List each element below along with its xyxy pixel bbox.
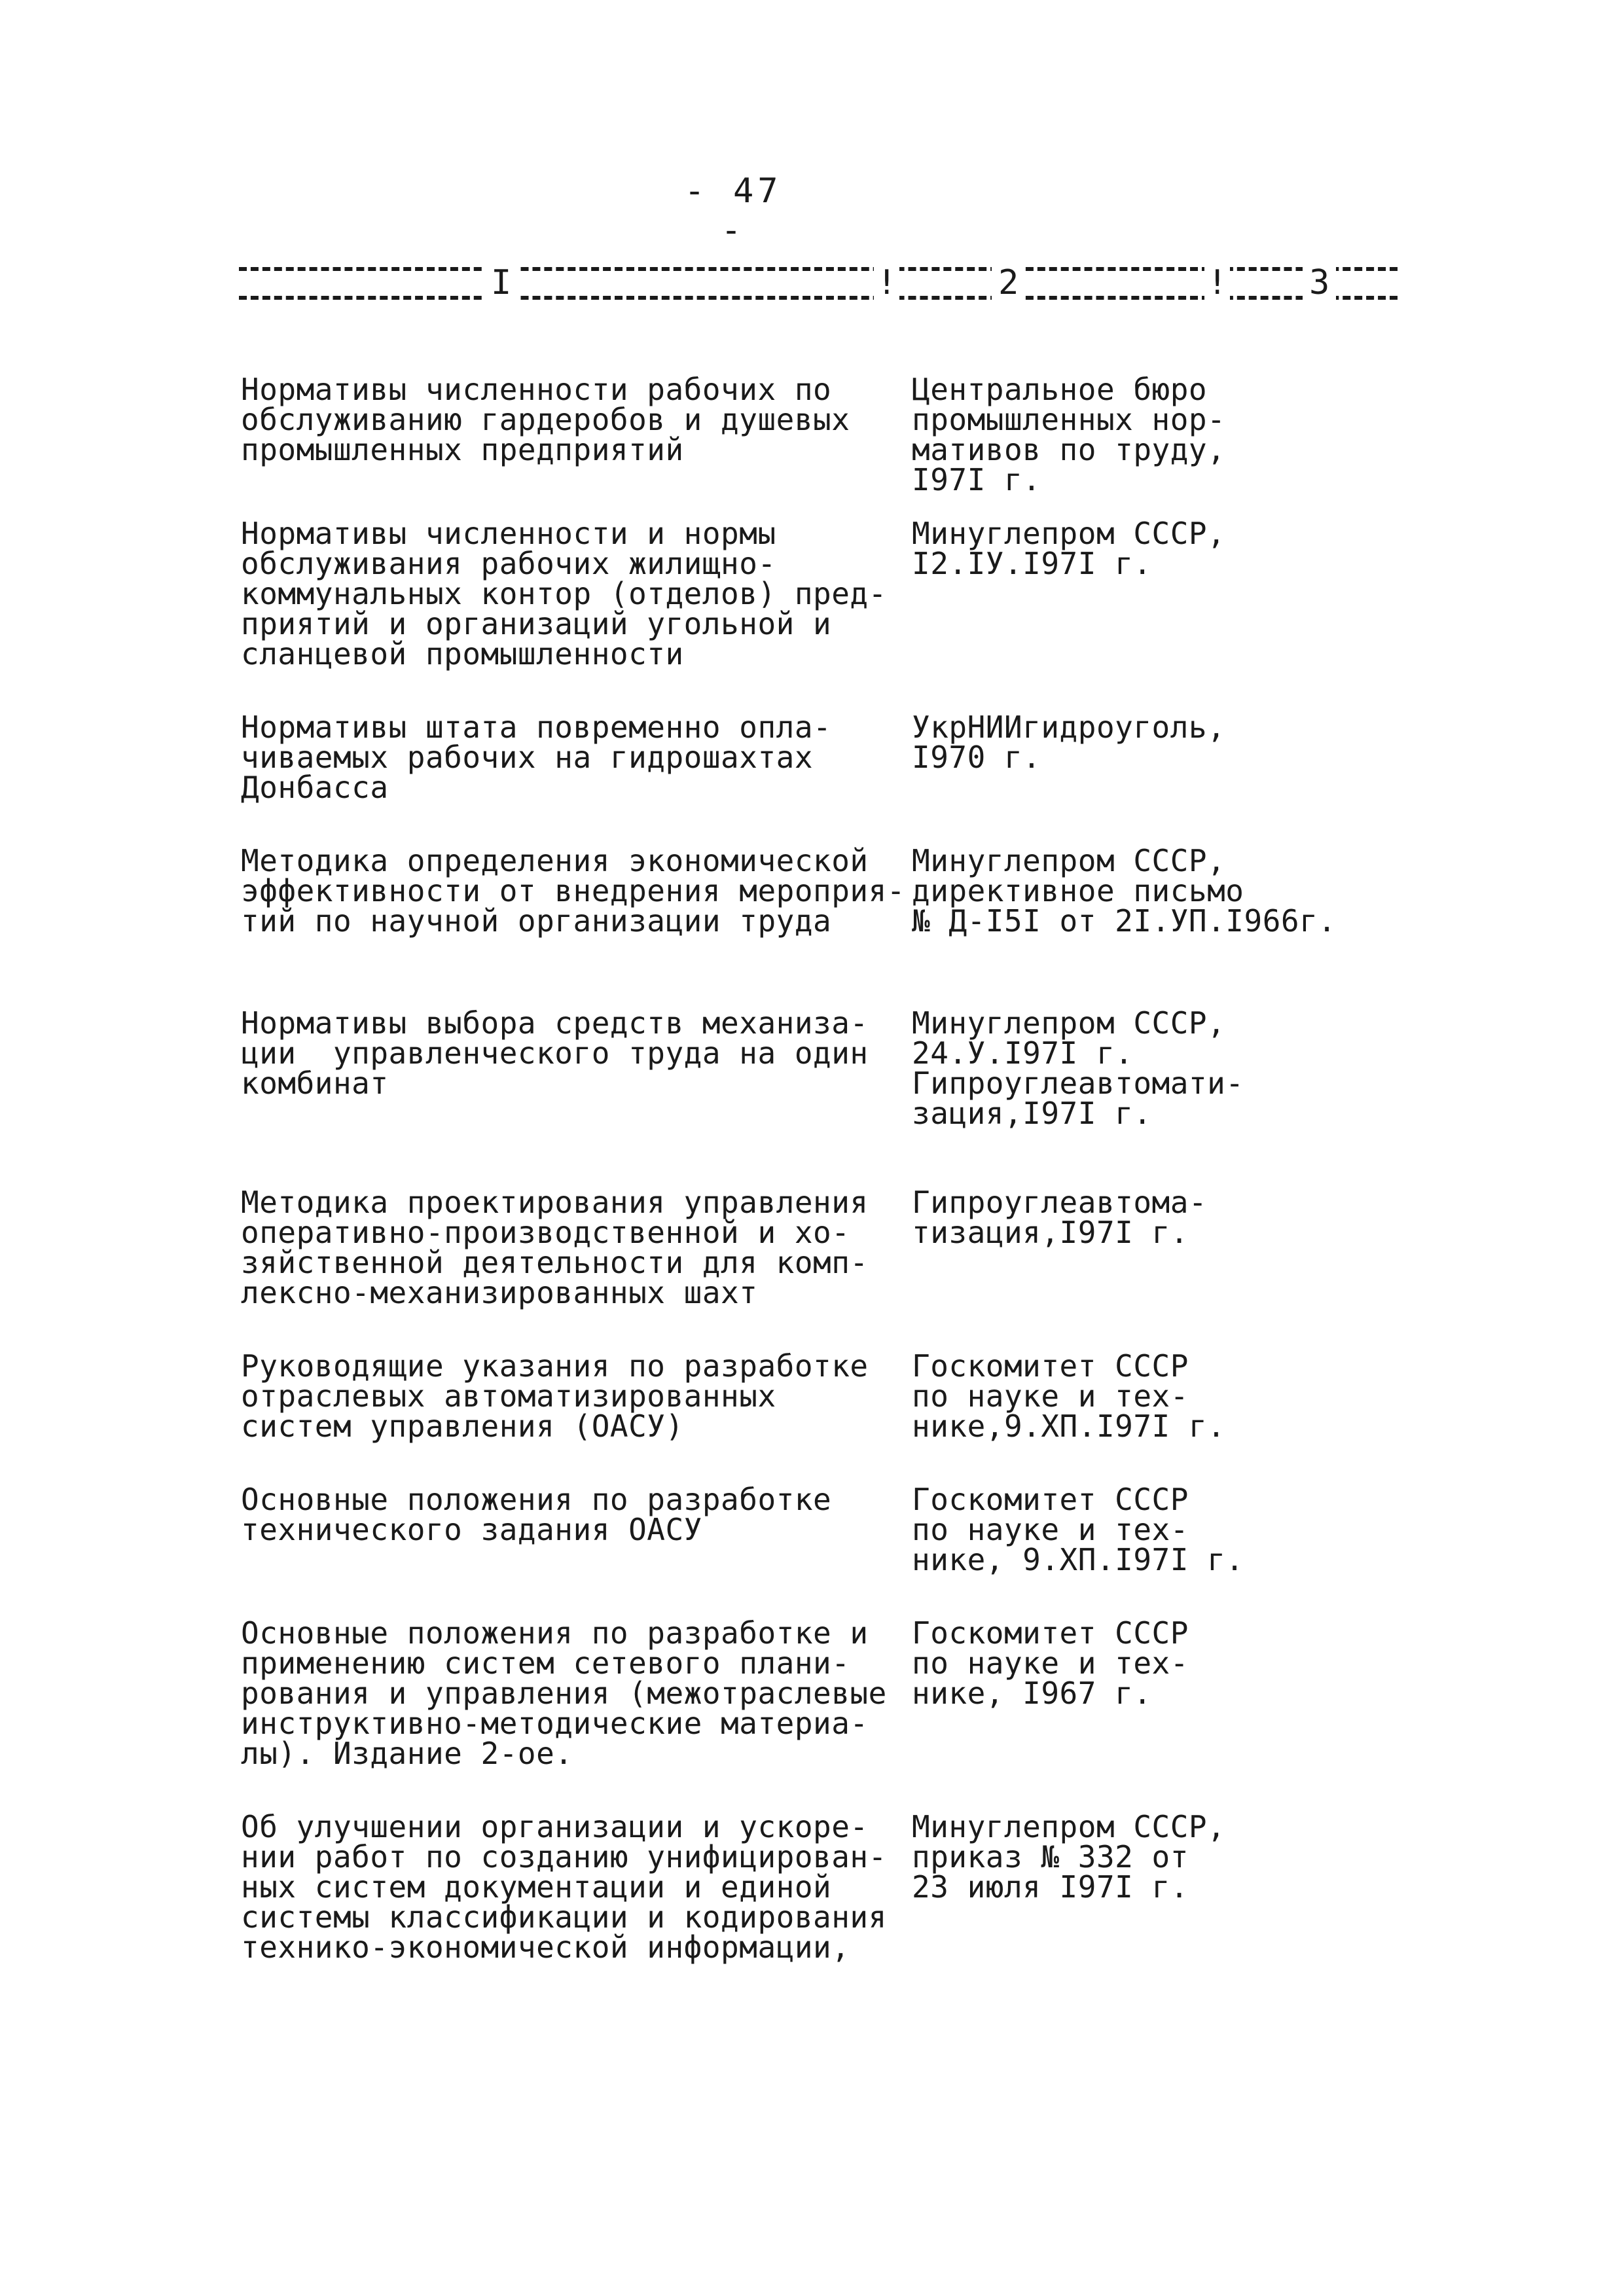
entry-row [241,1187,1393,1308]
entry-title: Нормативы численности рабочих по обслуживанию гардеробов и душевых промышленных предприятий [241,372,850,467]
column-separator: ! [1204,262,1230,304]
page-number: - 47 - [684,171,782,250]
entry-row [241,1005,1393,1131]
entry-row [241,1615,1393,1771]
entry-title: Нормативы штата повременно опла- чиваемых рабочих на гидрошахтах Донбасса [241,709,832,805]
column-header-1: I [484,262,518,304]
entry-source: Гипроуглеавтома- тизация,I97I г. [912,1185,1208,1250]
entry-row [241,709,1393,805]
entry-source: УкрНИИгидроуголь, I970 г. [912,709,1226,775]
entry-source: Госкомитет СССР по науке и тех- нике,9.ХП.I97I г. [912,1348,1226,1444]
column-header-3: 3 [1303,262,1336,304]
column-separator: ! [874,262,899,304]
entry-source: Госкомитет СССР по науке и тех- нике, 9.ХП.I97I г. [912,1482,1244,1577]
entry-title: Основные положения по разработке технического задания ОАСУ [241,1482,832,1547]
entry-row [241,1809,1393,1965]
entry-title: Нормативы численности и нормы обслуживания рабочих жилищно- коммунальных контор (отделов) пред- приятий и организаций угольной и сланцевой промышленности [241,516,887,672]
entry-row [241,1484,1393,1575]
entry-row [241,843,1393,939]
entry-source: Минуглепром СССР, I2.IУ.I97I г. [912,516,1226,581]
entry-row [241,374,1393,495]
entry-row [241,516,1393,672]
entry-title: Основные положения по разработке и применению систем сетевого плани- рования и управления (межотраслевые инструктивно-методические материа- лы). Издание 2-ое. [241,1615,887,1771]
entry-title: Руководящие указания по разработке отраслевых автоматизированных систем управления (ОАСУ) [241,1348,869,1444]
entry-source: Госкомитет СССР по науке и тех- нике, I967 г. [912,1615,1189,1711]
entry-row [241,1348,1393,1444]
column-header-2: 2 [992,262,1025,304]
entry-source: Минуглепром СССР, приказ № 332 от 23 июля I97I г. [912,1809,1226,1905]
entry-title: Методика определения экономической эффективности от внедрения мероприя- тий по научной организации труда [241,843,905,939]
document-entries [241,372,1393,1965]
entry-source: Центральное бюро промышленных нор- мативов по труду, I97I г. [912,372,1226,497]
entry-title: Нормативы выбора средств механиза- ции управленческого труда на один комбинат [241,1005,869,1101]
entry-source: Минуглепром СССР, 24.У.I97I г. Гипроуглеавтомати- зация,I97I г. [912,1005,1244,1131]
entry-title: Об улучшении организации и ускоре- нии работ по созданию унифицирован- ных систем документации и единой системы классификации и кодирования технико-экономической информации, [241,1809,887,1965]
entry-title: Методика проектирования управления оперативно-производственной и хо- зяйственной деятельности для комп- лексно-механизированных шахт [241,1185,869,1310]
entry-source: Минуглепром СССР, директивное письмо № Д-I5I от 2I.УП.I966г. [912,843,1337,939]
